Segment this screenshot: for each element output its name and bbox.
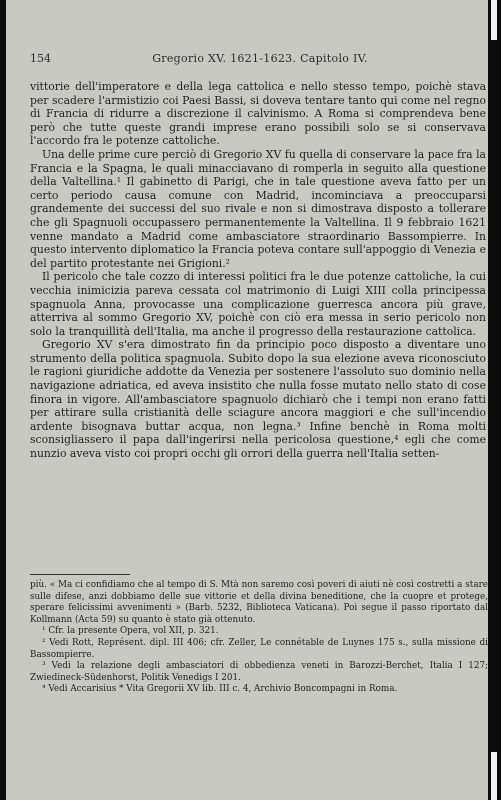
page-header bbox=[30, 52, 488, 68]
footnote: ¹ Cfr. la presente Opera, vol XII, p. 321. bbox=[42, 626, 219, 637]
page-number: 154 bbox=[30, 52, 51, 65]
running-title: Gregorio XV. 1621-1623. Capitolo IV. bbox=[152, 52, 368, 65]
paragraph: Una delle prime cure perciò di Gregorio XV fu quella di conservare la pace fra la Francia e la Spagna, le quali minacciavano di romperla in seguito alla questione della Valtellina.¹ Il gabinetto di Parigi, che in tale questione aveva fatto per un certo periodo causa comune con Madrid, incominciava a preoccuparsi grandemente dei successi del suo rivale e non si dimostrava disposto a tollerare che gli Spagnuoli occupassero permanentemente la Valtellina. Il 9 febbraio 1621 venne mandato a Madrid come ambasciatore straordinario Bassompierre. In questo intervento diplomatico la Francia poteva contare sull'appoggio di Venezia e del partito protestante nei Grigioni.² bbox=[30, 147, 486, 270]
scan-edge-marker bbox=[491, 0, 497, 40]
footnote: ⁴ Vedi Accarisius * Vita Gregorii XV lib. III c. 4, Archivio Boncompagni in Roma. bbox=[42, 684, 398, 695]
footnote-divider bbox=[30, 574, 130, 575]
paragraph: Gregorio XV s'era dimostrato fin da principio poco disposto a diventare uno strumento della politica spagnuola. Subito dopo la sua elezione aveva riconosciuto le ragioni giuridiche addotte da Venezia per sostenere l'assoluto suo dominio nella navigazione adriatica, ed aveva insistito che nulla fosse mutato nello stato di cose finora in vigore. All'ambasciatore spagnuolo dichiarò che i tempi non erano fatti per attirare sulla cristianità delle sciagure ancora maggiori e che sull'incendio ardente bisognava buttar acqua, non legna.³ Infine benchè in Roma molti sconsigliassero il papa dall'ingerirsi nella pericolosa questione,⁴ egli che come nunzio aveva visto coi propri occhi gli orrori della guerra nell'Italia setten- bbox=[30, 338, 486, 461]
main-text bbox=[30, 80, 486, 461]
footnote: più. « Ma ci confidiamo che al tempo di S. Mtà non saremo così poveri di aiuti nè così costretti a stare sulle difese, anzi dobbiamo delle sue vittorie et della divina beneditione, che la cuopre et protege, sperare felicissimi avvenimenti » (Barb. 5232, Biblioteca Vaticana). Poi segue il passo riportato dal Kollmann (Acta 59) su quanto è stato già ottenuto. bbox=[30, 580, 488, 625]
scan-edge-marker bbox=[491, 752, 497, 800]
footnotes bbox=[30, 580, 488, 696]
paragraph: Il pericolo che tale cozzo di interessi politici fra le due potenze cattoliche, la cui vecchia inimicizia pareva cessata col matrimonio di Luigi XIII colla principessa spagnuola Anna, provocasse una complicazione guerresca ancora più grave, atterriva al sommo Gregorio XV, poichè con ciò era messa in serio pericolo non solo la tranquillità dell'Italia, ma anche il progresso della restaurazione cattolica. bbox=[30, 270, 486, 338]
paragraph: vittorie dell'imperatore e della lega cattolica e nello stesso tempo, poichè stava per scadere l'armistizio coi Paesi Bassi, si doveva tentare tanto qui come nel regno di Francia di ridurre a discrezione il calvinismo. A Roma si comprendeva bene però che tutte queste grandi imprese erano possibili solo se si conservava l'accordo fra le potenze cattoliche. bbox=[30, 80, 486, 148]
footnote: ³ Vedi la relazione degli ambasciatori di obbedienza veneti in Barozzi-Berchet, Italia I 127; Zwiedineck-Südenhorst, Politik Venedigs I 201. bbox=[30, 661, 488, 683]
book-page bbox=[6, 0, 488, 800]
footnote: ² Vedi Rott, Représent. dipl. III 406; cfr. Zeller, Le connétable de Luynes 175 s., sulla missione di Bassompierre. bbox=[30, 637, 488, 660]
